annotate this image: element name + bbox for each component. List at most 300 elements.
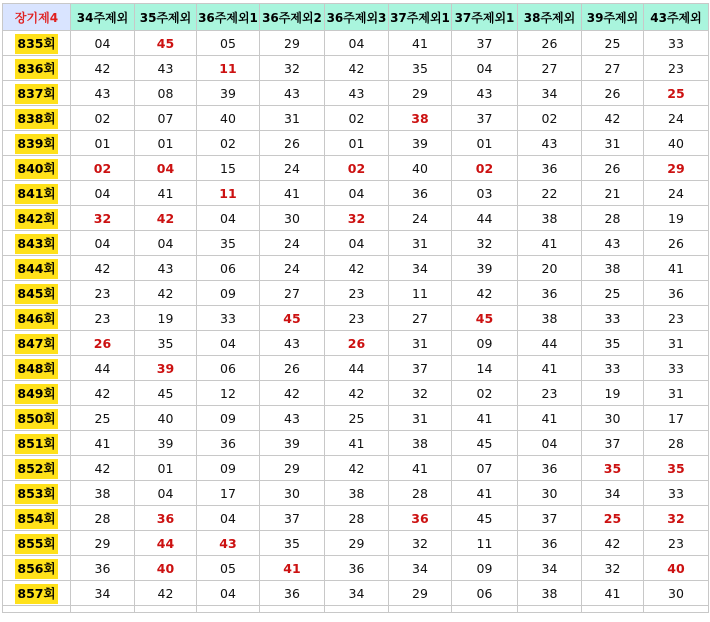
number-cell: 23	[71, 306, 135, 331]
number-cell: 11	[389, 281, 452, 306]
highlighted-number-cell: 02	[325, 156, 389, 181]
number-cell: 29	[260, 31, 325, 56]
number-cell: 31	[389, 406, 452, 431]
number-cell: 29	[71, 531, 135, 556]
number-cell: 39	[389, 131, 452, 156]
number-cell: 41	[452, 481, 518, 506]
round-label: 839회	[15, 134, 57, 154]
lottery-table-container	[2, 3, 709, 613]
table-row	[3, 531, 709, 556]
number-cell: 28	[71, 506, 135, 531]
lottery-number-table	[2, 3, 709, 613]
number-cell: 04	[197, 506, 260, 531]
number-cell: 14	[452, 356, 518, 381]
number-cell: 26	[260, 131, 325, 156]
number-cell: 34	[325, 581, 389, 606]
highlighted-number-cell: 32	[644, 506, 709, 531]
number-cell: 36	[325, 556, 389, 581]
round-cell	[3, 56, 71, 81]
number-cell: 03	[452, 181, 518, 206]
round-cell	[3, 231, 71, 256]
header-row	[3, 4, 709, 31]
number-cell: 36	[389, 181, 452, 206]
number-cell: 38	[518, 206, 582, 231]
number-cell: 17	[197, 481, 260, 506]
highlighted-number-cell: 40	[135, 556, 197, 581]
round-label: 841회	[15, 184, 57, 204]
round-cell	[3, 256, 71, 281]
number-cell: 29	[325, 531, 389, 556]
highlighted-number-cell: 43	[197, 531, 260, 556]
column-header: 36주제외3	[325, 4, 389, 31]
round-label: 846회	[15, 309, 57, 329]
table-row	[3, 506, 709, 531]
number-cell: 43	[518, 131, 582, 156]
highlighted-number-cell: 45	[452, 306, 518, 331]
number-cell: 07	[135, 106, 197, 131]
table-row	[3, 356, 709, 381]
number-cell: 43	[135, 256, 197, 281]
number-cell: 37	[582, 431, 644, 456]
highlighted-number-cell: 32	[71, 206, 135, 231]
number-cell: 25	[71, 406, 135, 431]
number-cell: 33	[644, 356, 709, 381]
number-cell: 25	[582, 281, 644, 306]
number-cell: 09	[452, 556, 518, 581]
number-cell: 30	[518, 481, 582, 506]
round-cell	[3, 581, 71, 606]
empty-cell	[452, 606, 518, 613]
round-cell	[3, 456, 71, 481]
number-cell: 36	[518, 456, 582, 481]
column-header: 38주제외	[518, 4, 582, 31]
number-cell: 26	[582, 81, 644, 106]
round-cell	[3, 31, 71, 56]
number-cell: 40	[389, 156, 452, 181]
number-cell: 40	[197, 106, 260, 131]
number-cell: 34	[389, 556, 452, 581]
column-header: 39주제외	[582, 4, 644, 31]
number-cell: 28	[644, 431, 709, 456]
number-cell: 38	[518, 306, 582, 331]
number-cell: 37	[452, 106, 518, 131]
round-label: 848회	[15, 359, 57, 379]
number-cell: 06	[197, 256, 260, 281]
highlighted-number-cell: 36	[135, 506, 197, 531]
number-cell: 42	[71, 456, 135, 481]
number-cell: 24	[644, 181, 709, 206]
number-cell: 33	[197, 306, 260, 331]
number-cell: 04	[325, 31, 389, 56]
column-header: 36주제외2	[260, 4, 325, 31]
number-cell: 29	[260, 456, 325, 481]
number-cell: 04	[197, 581, 260, 606]
round-label: 849회	[15, 384, 57, 404]
round-label: 838회	[15, 109, 57, 129]
table-row	[3, 106, 709, 131]
number-cell: 36	[197, 431, 260, 456]
number-cell: 41	[71, 431, 135, 456]
round-cell	[3, 331, 71, 356]
empty-cell	[325, 606, 389, 613]
number-cell: 40	[135, 406, 197, 431]
round-label: 837회	[15, 84, 57, 104]
number-cell: 11	[452, 531, 518, 556]
column-header: 37주제외1	[452, 4, 518, 31]
round-label: 855회	[15, 534, 57, 554]
number-cell: 42	[71, 56, 135, 81]
corner-label: 장기제4	[14, 10, 59, 25]
number-cell: 30	[260, 481, 325, 506]
highlighted-number-cell: 40	[644, 556, 709, 581]
round-cell	[3, 281, 71, 306]
highlighted-number-cell: 25	[644, 81, 709, 106]
number-cell: 28	[582, 206, 644, 231]
number-cell: 01	[135, 131, 197, 156]
empty-cell	[197, 606, 260, 613]
number-cell: 41	[518, 231, 582, 256]
round-cell	[3, 481, 71, 506]
table-row	[3, 256, 709, 281]
number-cell: 17	[644, 406, 709, 431]
number-cell: 33	[644, 31, 709, 56]
number-cell: 23	[644, 306, 709, 331]
number-cell: 43	[260, 81, 325, 106]
table-row	[3, 581, 709, 606]
round-cell	[3, 306, 71, 331]
number-cell: 02	[518, 106, 582, 131]
number-cell: 39	[197, 81, 260, 106]
number-cell: 41	[518, 356, 582, 381]
number-cell: 37	[452, 31, 518, 56]
number-cell: 01	[325, 131, 389, 156]
number-cell: 07	[452, 456, 518, 481]
number-cell: 04	[135, 231, 197, 256]
number-cell: 28	[325, 506, 389, 531]
table-row	[3, 181, 709, 206]
number-cell: 24	[644, 106, 709, 131]
number-cell: 43	[260, 406, 325, 431]
number-cell: 35	[260, 531, 325, 556]
empty-cell	[135, 606, 197, 613]
number-cell: 42	[325, 456, 389, 481]
number-cell: 45	[452, 506, 518, 531]
number-cell: 38	[389, 431, 452, 456]
table-row	[3, 56, 709, 81]
highlighted-number-cell: 26	[325, 331, 389, 356]
table-row	[3, 381, 709, 406]
number-cell: 42	[582, 106, 644, 131]
table-body	[3, 31, 709, 613]
empty-cell	[582, 606, 644, 613]
number-cell: 44	[71, 356, 135, 381]
number-cell: 02	[452, 381, 518, 406]
number-cell: 42	[71, 381, 135, 406]
number-cell: 35	[389, 56, 452, 81]
empty-cell	[260, 606, 325, 613]
number-cell: 43	[325, 81, 389, 106]
number-cell: 31	[260, 106, 325, 131]
number-cell: 41	[135, 181, 197, 206]
number-cell: 44	[518, 331, 582, 356]
round-cell	[3, 431, 71, 456]
number-cell: 23	[644, 56, 709, 81]
round-cell	[3, 406, 71, 431]
highlighted-number-cell: 35	[644, 456, 709, 481]
number-cell: 33	[644, 481, 709, 506]
highlighted-number-cell: 39	[135, 356, 197, 381]
number-cell: 33	[582, 356, 644, 381]
number-cell: 41	[260, 181, 325, 206]
table-row	[3, 406, 709, 431]
round-label: 842회	[15, 209, 57, 229]
number-cell: 36	[518, 281, 582, 306]
number-cell: 44	[452, 206, 518, 231]
highlighted-number-cell: 38	[389, 106, 452, 131]
highlighted-number-cell: 04	[135, 156, 197, 181]
number-cell: 29	[389, 581, 452, 606]
number-cell: 29	[389, 81, 452, 106]
number-cell: 01	[135, 456, 197, 481]
number-cell: 22	[518, 181, 582, 206]
highlighted-number-cell: 42	[135, 206, 197, 231]
round-label: 857회	[15, 584, 57, 604]
round-label: 856회	[15, 559, 57, 579]
highlighted-number-cell: 02	[452, 156, 518, 181]
number-cell: 42	[325, 381, 389, 406]
number-cell: 43	[452, 81, 518, 106]
round-label: 843회	[15, 234, 57, 254]
number-cell: 31	[389, 331, 452, 356]
number-cell: 04	[325, 181, 389, 206]
number-cell: 42	[325, 256, 389, 281]
round-label: 835회	[15, 34, 57, 54]
number-cell: 37	[518, 506, 582, 531]
number-cell: 38	[71, 481, 135, 506]
empty-cell	[389, 606, 452, 613]
number-cell: 31	[582, 131, 644, 156]
round-cell	[3, 531, 71, 556]
number-cell: 09	[197, 456, 260, 481]
number-cell: 08	[135, 81, 197, 106]
number-cell: 36	[71, 556, 135, 581]
number-cell: 34	[518, 81, 582, 106]
number-cell: 42	[452, 281, 518, 306]
number-cell: 38	[518, 581, 582, 606]
round-label: 850회	[15, 409, 57, 429]
number-cell: 40	[644, 131, 709, 156]
column-header: 37주제외1	[389, 4, 452, 31]
round-cell	[3, 506, 71, 531]
number-cell: 02	[71, 106, 135, 131]
number-cell: 43	[260, 331, 325, 356]
number-cell: 04	[518, 431, 582, 456]
round-label: 853회	[15, 484, 57, 504]
number-cell: 36	[518, 156, 582, 181]
number-cell: 45	[452, 431, 518, 456]
number-cell: 04	[135, 481, 197, 506]
round-label: 840회	[15, 159, 57, 179]
highlighted-number-cell: 26	[71, 331, 135, 356]
number-cell: 32	[452, 231, 518, 256]
highlighted-number-cell: 11	[197, 181, 260, 206]
round-label: 852회	[15, 459, 57, 479]
table-row	[3, 206, 709, 231]
number-cell: 43	[71, 81, 135, 106]
number-cell: 02	[197, 131, 260, 156]
number-cell: 24	[260, 256, 325, 281]
number-cell: 32	[389, 381, 452, 406]
empty-cell	[644, 606, 709, 613]
number-cell: 06	[452, 581, 518, 606]
number-cell: 27	[389, 306, 452, 331]
number-cell: 28	[389, 481, 452, 506]
number-cell: 02	[325, 106, 389, 131]
highlighted-number-cell: 36	[389, 506, 452, 531]
column-header: 35주제외	[135, 4, 197, 31]
round-label: 851회	[15, 434, 57, 454]
number-cell: 26	[582, 156, 644, 181]
number-cell: 32	[582, 556, 644, 581]
column-header: 34주제외	[71, 4, 135, 31]
table-row	[3, 156, 709, 181]
number-cell: 19	[644, 206, 709, 231]
number-cell: 27	[582, 56, 644, 81]
number-cell: 15	[197, 156, 260, 181]
number-cell: 35	[582, 331, 644, 356]
number-cell: 04	[71, 31, 135, 56]
number-cell: 38	[325, 481, 389, 506]
number-cell: 41	[389, 456, 452, 481]
number-cell: 31	[644, 381, 709, 406]
highlighted-number-cell: 29	[644, 156, 709, 181]
number-cell: 37	[389, 356, 452, 381]
number-cell: 42	[71, 256, 135, 281]
table-row	[3, 231, 709, 256]
round-cell	[3, 381, 71, 406]
number-cell: 05	[197, 556, 260, 581]
number-cell: 32	[389, 531, 452, 556]
number-cell: 34	[71, 581, 135, 606]
round-cell	[3, 156, 71, 181]
number-cell: 23	[644, 531, 709, 556]
number-cell: 27	[518, 56, 582, 81]
number-cell: 23	[325, 306, 389, 331]
round-label: 836회	[15, 59, 57, 79]
number-cell: 04	[197, 331, 260, 356]
number-cell: 21	[582, 181, 644, 206]
empty-row	[3, 606, 709, 613]
highlighted-number-cell: 32	[325, 206, 389, 231]
number-cell: 41	[452, 406, 518, 431]
number-cell: 19	[582, 381, 644, 406]
number-cell: 05	[197, 31, 260, 56]
number-cell: 36	[260, 581, 325, 606]
number-cell: 41	[518, 406, 582, 431]
number-cell: 42	[325, 56, 389, 81]
number-cell: 33	[582, 306, 644, 331]
number-cell: 30	[582, 406, 644, 431]
number-cell: 30	[260, 206, 325, 231]
number-cell: 37	[260, 506, 325, 531]
number-cell: 45	[135, 381, 197, 406]
number-cell: 04	[71, 181, 135, 206]
number-cell: 41	[325, 431, 389, 456]
round-cell	[3, 206, 71, 231]
number-cell: 31	[644, 331, 709, 356]
round-label: 847회	[15, 334, 57, 354]
number-cell: 30	[644, 581, 709, 606]
number-cell: 42	[582, 531, 644, 556]
highlighted-number-cell: 35	[582, 456, 644, 481]
number-cell: 41	[582, 581, 644, 606]
number-cell: 04	[71, 231, 135, 256]
number-cell: 34	[389, 256, 452, 281]
table-row	[3, 456, 709, 481]
column-header: 36주제외1	[197, 4, 260, 31]
round-cell	[3, 556, 71, 581]
highlighted-number-cell: 45	[135, 31, 197, 56]
number-cell: 43	[135, 56, 197, 81]
number-cell: 26	[260, 356, 325, 381]
highlighted-number-cell: 41	[260, 556, 325, 581]
highlighted-number-cell: 11	[197, 56, 260, 81]
number-cell: 36	[644, 281, 709, 306]
corner-header	[3, 4, 71, 31]
highlighted-number-cell: 25	[582, 506, 644, 531]
round-cell	[3, 131, 71, 156]
number-cell: 25	[582, 31, 644, 56]
table-row	[3, 481, 709, 506]
number-cell: 01	[71, 131, 135, 156]
number-cell: 34	[582, 481, 644, 506]
number-cell: 24	[389, 206, 452, 231]
number-cell: 36	[518, 531, 582, 556]
table-row	[3, 131, 709, 156]
table-row	[3, 281, 709, 306]
number-cell: 44	[325, 356, 389, 381]
round-cell	[3, 81, 71, 106]
number-cell: 41	[389, 31, 452, 56]
number-cell: 24	[260, 231, 325, 256]
number-cell: 09	[197, 406, 260, 431]
number-cell: 04	[197, 206, 260, 231]
round-cell	[3, 356, 71, 381]
round-cell	[3, 181, 71, 206]
round-cell	[3, 106, 71, 131]
round-label: 854회	[15, 509, 57, 529]
number-cell: 09	[197, 281, 260, 306]
number-cell: 34	[518, 556, 582, 581]
number-cell: 12	[197, 381, 260, 406]
empty-cell	[3, 606, 71, 613]
number-cell: 25	[325, 406, 389, 431]
highlighted-number-cell: 44	[135, 531, 197, 556]
number-cell: 23	[71, 281, 135, 306]
number-cell: 42	[135, 281, 197, 306]
number-cell: 39	[135, 431, 197, 456]
table-row	[3, 81, 709, 106]
number-cell: 35	[197, 231, 260, 256]
number-cell: 04	[452, 56, 518, 81]
number-cell: 19	[135, 306, 197, 331]
number-cell: 01	[452, 131, 518, 156]
number-cell: 23	[325, 281, 389, 306]
round-label: 845회	[15, 284, 57, 304]
number-cell: 39	[452, 256, 518, 281]
number-cell: 42	[135, 581, 197, 606]
number-cell: 26	[644, 231, 709, 256]
